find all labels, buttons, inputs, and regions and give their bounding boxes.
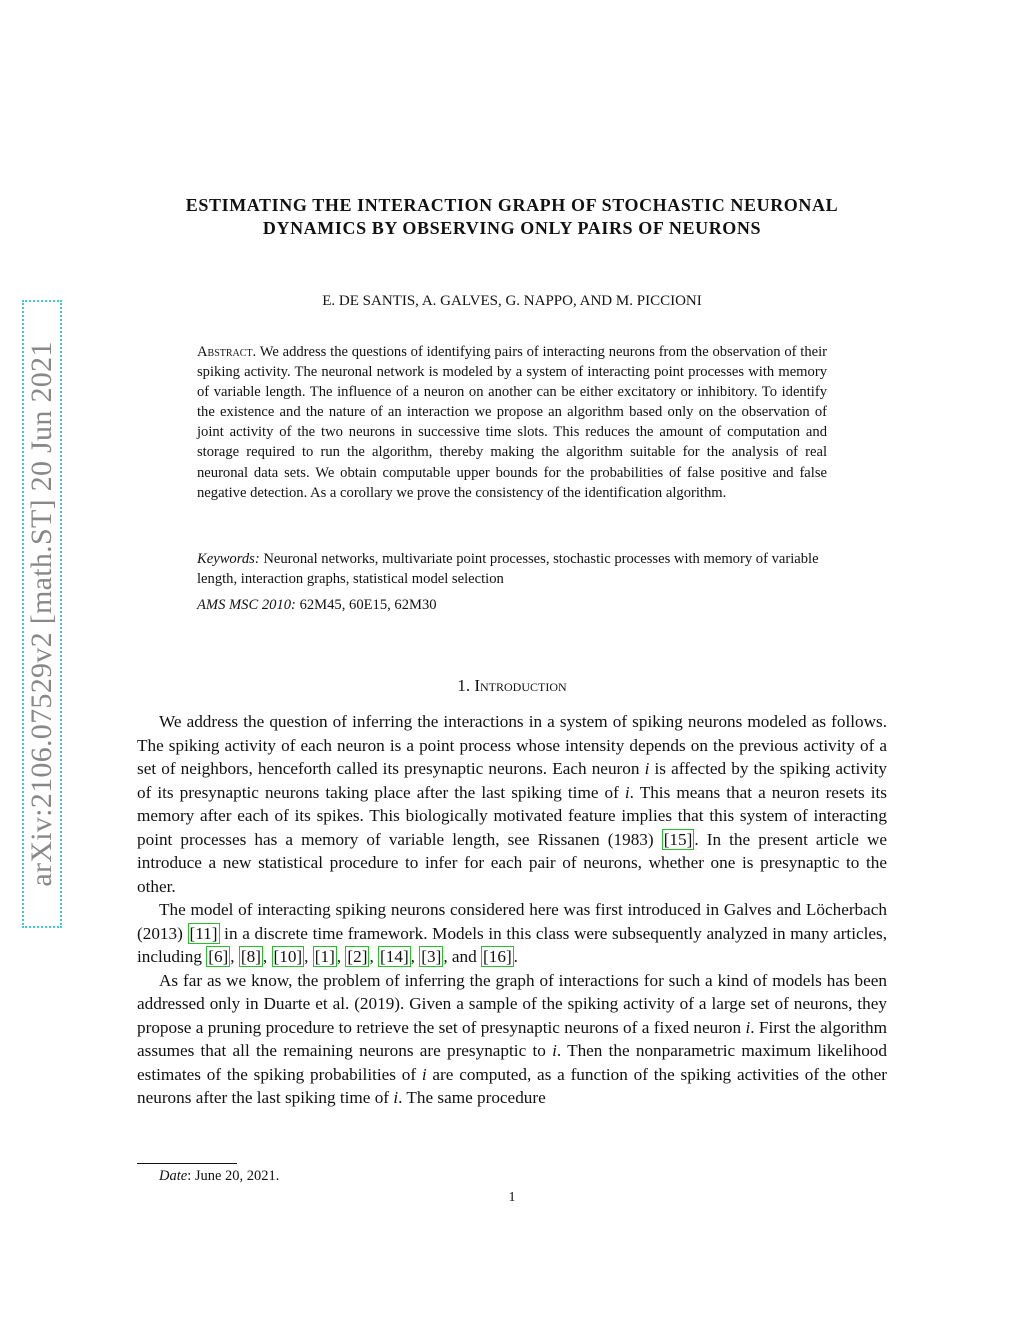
body-text — [137, 710, 887, 1110]
msc-label: AMS MSC 2010: — [197, 597, 296, 613]
text-span: . This means that a neuron resets its memory after each of its spikes. This biologically motivated feature implies that this system of interacting point processes has a memory of variable length, see Rissanen (1983) — [137, 782, 887, 849]
citation-link[interactable]: [10] — [273, 947, 303, 966]
page-number: 1 — [508, 1190, 516, 1205]
text-span: . In the present article we introduce a new statistical procedure to infer for each pair of neurons, whether one is presynaptic to the other. — [137, 829, 887, 896]
citation-link[interactable]: [16] — [483, 947, 512, 966]
footnote-rule — [137, 1163, 237, 1164]
text-span: The model of interacting spiking neurons considered here was first introduced in Galves and Löcherbach (2013) — [137, 900, 887, 943]
keywords-label: Keywords: — [197, 551, 260, 567]
section-heading — [137, 676, 887, 696]
section-number: 1. — [457, 676, 471, 695]
math-i: i — [552, 1041, 557, 1060]
text-span: is affected by the spiking activity of its presynaptic neurons taking place after the last spiking time of — [137, 759, 887, 802]
text-span: As far as we know, the problem of inferring the graph of interactions for such a kind of models has been addressed only in Duarte et al. (2019). Given a sample of the spiking activity of a large set of neurons, they propose a pruning procedure to retrieve the set of presynaptic neurons of a fixed neuron — [137, 970, 887, 1037]
citation-link[interactable]: [15] — [663, 829, 693, 849]
math-i: i — [624, 782, 630, 802]
text-span: and — [451, 947, 477, 966]
arxiv-stamp — [22, 300, 62, 928]
citation-link[interactable]: [2] — [347, 947, 368, 966]
math-i: i — [644, 759, 650, 778]
footnote-label: Date — [159, 1168, 188, 1184]
text-span: . — [513, 947, 518, 966]
text-span: in a discrete time framework. Models in this class were subsequently analyzed in many articles, including — [137, 923, 888, 966]
text-span: We address the question of inferring the interactions in a system of spiking neurons modeled as follows. The spiking activity of each neuron is a point process whose intensity depends on the previous activity of a set of neighbors, henceforth called its presynaptic neurons. Each neuron — [137, 712, 887, 778]
authors: E. DE SANTIS, A. GALVES, G. NAPPO, AND M. PICCIONI — [322, 293, 702, 309]
math-i: i — [745, 1017, 751, 1037]
footnote-text: : June 20, 2021. — [187, 1168, 280, 1184]
paper-title: ESTIMATING THE INTERACTION GRAPH OF STOCHASTIC NEURONAL DYNAMICS BY OBSERVING ONLY PAIRS OF NEURONS — [185, 195, 839, 238]
arxiv-id: arXiv:2106.07529v2 [math.ST] 20 Jun 2021 — [25, 341, 58, 887]
paragraph-3 — [137, 969, 887, 1110]
citation-link[interactable]: [14] — [380, 947, 409, 966]
text-span: . First the algorithm assumes that all the remaining neurons are presynaptic to — [137, 1017, 887, 1060]
abstract-label: Abstract. — [197, 344, 257, 360]
footnote — [159, 1168, 279, 1185]
citation-link[interactable]: [11] — [189, 923, 218, 943]
paragraph-1 — [137, 710, 887, 898]
keywords — [197, 549, 827, 589]
text-span: . Then the nonparametric maximum likelihood estimates of the spiking probabilities of — [137, 1041, 887, 1084]
msc-text: 62M45, 60E15, 62M30 — [299, 597, 437, 613]
abstract-text: We address the questions of identifying pairs of interacting neurons from the observation of their spiking activity. The neuronal network is modeled by a system of interacting point processes with memory of variable length. The influence of a neuron on another can be either excitatory or inhibitory. To identify the existence and the nature of an interaction we propose an algorithm based only on the observation of joint activity of the two neurons in successive time slots. This reduces the amount of computation and storage required to run the algorithm, thereby making the algorithm suitable for the analysis of real neuronal data sets. We obtain computable upper bounds for the probabilities of false positive and false negative detection. As a corollary we prove the consistency of the identification algorithm. — [197, 344, 828, 501]
section-title: Introduction — [474, 676, 567, 695]
citation-link[interactable]: [3] — [421, 947, 442, 966]
math-i: i — [393, 1088, 399, 1107]
text-span: . The same procedure — [398, 1088, 546, 1107]
math-i: i — [421, 1064, 427, 1084]
abstract — [197, 342, 827, 503]
citation-link[interactable]: [6] — [208, 947, 229, 966]
citation-link[interactable]: [8] — [240, 947, 261, 966]
keywords-text: Neuronal networks, multivariate point processes, stochastic processes with memory of variable length, interaction graphs, statistical model selection — [197, 551, 819, 587]
paragraph-2: The model of interacting spiking neurons considered here was first introduced in Galves and Löcherbach (2013) [11] in a discrete time framework. Models in this class were subsequently analyzed in many articles, including [6] , [8] , [10] , [1] , [2] , [14] , [3] , and [16] . — [137, 900, 888, 966]
text-span: are computed, as a function of the spiking activities of the other neurons after the last spiking time of — [137, 1064, 887, 1107]
citation-link[interactable]: [1] — [314, 947, 335, 966]
msc-codes — [197, 597, 437, 614]
